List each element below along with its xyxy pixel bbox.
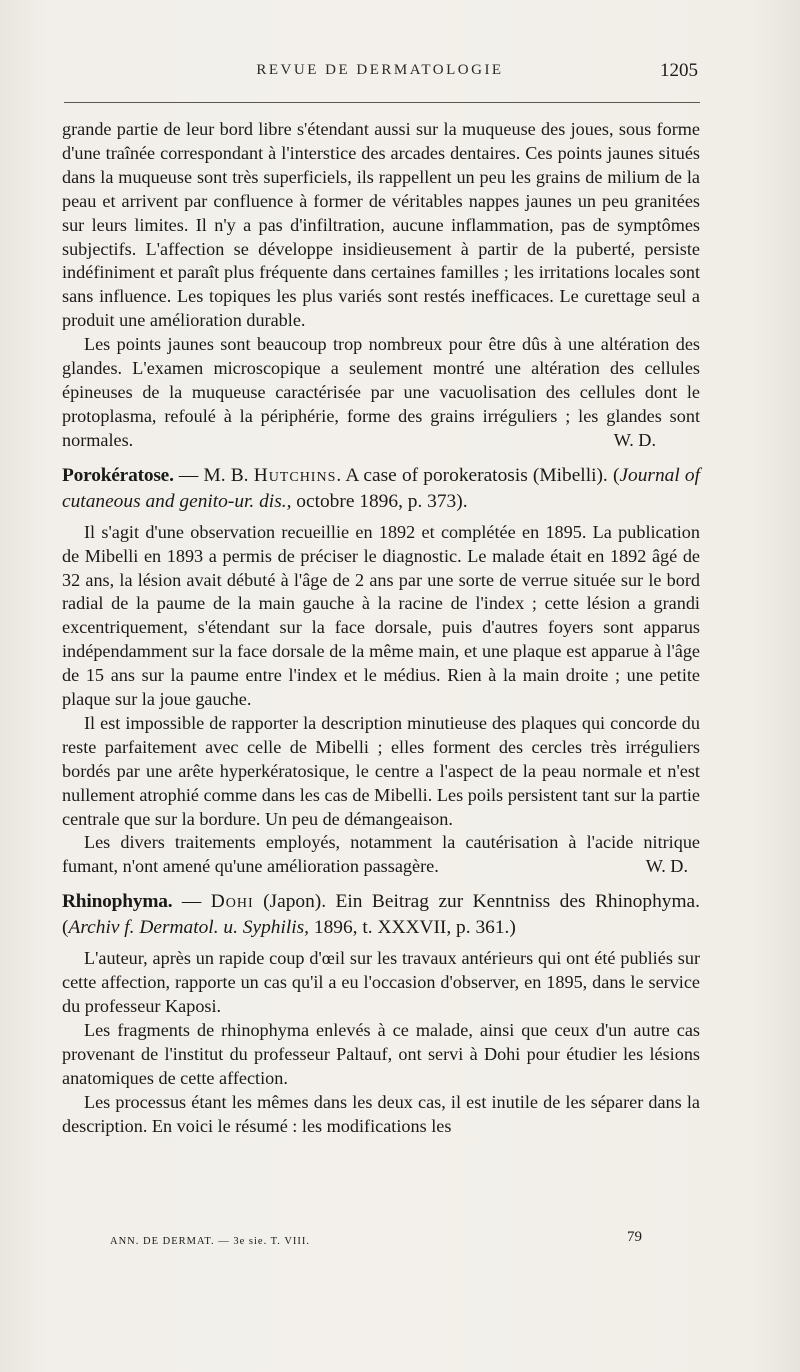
running-title: REVUE DE DERMATOLOGIE [256,62,504,78]
citation: octobre 1896, p. 373). [291,490,468,512]
paragraph: Les processus étant les mêmes dans les deux cas, il est inutile de les séparer dans la description. En voici le résumé : les modifications les [62,1091,700,1136]
signature: W. D. [613,429,656,450]
author-name: Dohi [210,891,254,913]
heading-dash: — [172,891,211,913]
article-title: Rhinophyma. [62,891,173,913]
paragraph: Il s'agit d'une observation recueillie en 1892 et complétée en 1895. La publication de Mibelli en 1893 a permis de préciser le diagnostic. Le malade était en 1892 âgé de 32 ans, la lésion avait débuté à l'âge de 2 ans par une sorte de verrue située sur le bord radial de la paume de la main gauche à la racine de l'index ; cette lésion a grandi excentriquement, s'étendant sur la face dorsale, puis d'autres foyers sont apparus indépendamment sur la face dorsale de la même main, et une plaque est apparue à l'âge de 15 ans sur la paume entre l'index et le médius. Rien à la main droite ; une petite plaque sur la joue gauche. [62,521,700,710]
author-name: Hutchins [253,464,337,486]
footer-sheet-number: 79 [627,1229,642,1245]
paragraph [62,831,700,879]
paragraph-text: Les points jaunes sont beaucoup trop nombreux pour être dûs à une altération des glandes. L'examen microscopique a seulement montré une altération des cellules épineuses de la muqueuse caractérisée par une vacuolisation des cellules dont le protoplasma, refoulé à la périphérie, forme des grains irréguliers ; les glandes sont normales. [62,334,700,450]
heading-rest: . A case of porokeratosis (Mibelli). ( [336,464,620,486]
journal-name: Journal of cutaneous and genito-ur. dis., [62,464,700,512]
article-heading-porokeratose [62,463,700,515]
citation: 1896, t. XXXVII, p. 361.) [309,917,516,939]
page-number: 1205 [660,60,698,81]
header-rule [64,102,700,103]
footer-signature-mark: ANN. DE DERMAT. — 3e sie. T. VIII. [110,1236,311,1247]
paragraph: grande partie de leur bord libre s'étendant aussi sur la muqueuse des joues, sous forme d'une traînée correspondant à l'interstice des arcades dentaires. Ces points jaunes situés dans la muqueuse sont très superficiels, ils rappellent un peu les grains de milium de la peau et arrivent par confluence à former de véritables nappes jaunes un peu granitées sur leurs limites. Il n'y a pas d'infiltration, aucune inflammation, pas de symptômes subjectifs. L'affection se développe insidieusement à partir de la puberté, persiste indéfiniment et paraît plus fréquente dans certaines familles ; les irritations locales sont sans influence. Les topiques les plus variés sont restés inefficaces. Le curettage seul a produit une amélioration durable. [62,119,700,331]
body-text [62,118,700,1139]
running-head [62,62,698,84]
signature: W. D. [645,856,688,877]
article-heading-rhinophyma [62,889,700,941]
paragraph: Les fragments de rhinophyma enlevés à ce malade, ainsi que ceux d'un autre cas provenant de l'institut du professeur Paltauf, ont servi à Dohi pour étudier les lésions anatomiques de cette affection. [62,1020,700,1088]
heading-dash: — M. B. [173,464,254,486]
paragraph: Il est impossible de rapporter la description minutieuse des plaques qui concorde du reste parfaitement avec celle de Mibelli ; elles forment des cercles très irréguliers bordés par une arête hyperkératosique, le centre a l'aspect de la peau normale et n'est nullement atrophié comme dans les cas de Mibelli. Les poils persistent tant sur la partie centrale que sur la bordure. Un peu de démangeaison. [62,712,700,829]
paragraph: L'auteur, après un rapide coup d'œil sur les travaux antérieurs qui ont été publiés sur cette affection, rapporte un cas qu'il a eu l'occasion d'observer, en 1895, dans le service du professeur Kaposi. [62,948,700,1017]
journal-name: Archiv f. Dermatol. u. Syphilis, [68,917,310,939]
paragraph [62,333,700,453]
paragraph-text: Les divers traitements employés, notamment la cautérisation à l'acide nitrique fumant, n'ont amené qu'une amélioration passagère. [62,832,700,877]
article-title: Porokératose. [62,464,174,486]
heading-rest: (Japon). Ein Beitrag zur Kenntniss des Rhinophyma. ( [62,891,701,939]
